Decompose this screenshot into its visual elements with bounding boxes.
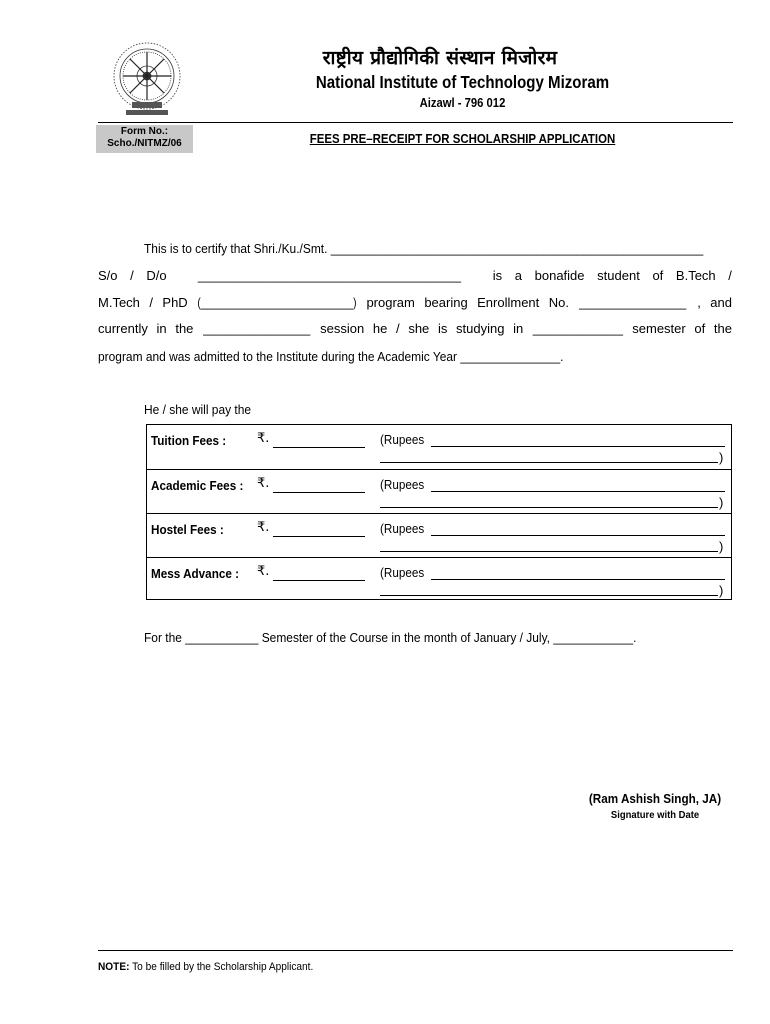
text-fragment: a [514, 268, 523, 283]
text-fragment: D/o [146, 268, 167, 283]
rupees-in-words-label: (Rupees [380, 521, 425, 536]
form-title: FEES PRE–RECEIPT FOR SCHOLARSHIP APPLICATION [309, 131, 616, 146]
text-fragment: of [652, 268, 664, 283]
rupees-in-words-blank-2 [380, 595, 718, 596]
fees-table [146, 424, 732, 600]
text-fragment: B.Tech [675, 268, 716, 283]
fee-label: Hostel Fees : [151, 522, 224, 537]
program-line [98, 295, 732, 310]
institute-hindi-name: राष्ट्रीय प्रौद्योगिकी संस्थान मिजोरम [322, 47, 558, 69]
text-fragment: student [597, 268, 640, 283]
institute-emblem-icon [108, 40, 186, 120]
note-text: To be filled by the Scholarship Applicant. [129, 961, 314, 973]
program-blank: (___________________________) [197, 295, 357, 310]
fee-row-hostel [147, 513, 731, 557]
fee-row-tuition [147, 425, 731, 469]
rupee-symbol: ₹. [257, 431, 270, 446]
text-fragment: is [437, 321, 448, 336]
text-fragment: / [728, 268, 732, 283]
relation-line [98, 268, 732, 283]
text-fragment: S/o [98, 268, 118, 283]
rupees-in-words-label: (Rupees [380, 477, 425, 492]
header-divider [98, 122, 733, 123]
text-fragment: currently [98, 321, 148, 336]
signatory-name: (Ram Ashish Singh, JA) [588, 791, 722, 806]
text-fragment: program [366, 295, 415, 310]
rupee-symbol: ₹. [257, 476, 270, 491]
enrollment-blank: ___________________ [579, 295, 687, 310]
semester-month-line: For the ___________ Semester of the Course in the month of January / July, ____________. [144, 630, 637, 645]
form-number-box [96, 125, 193, 153]
amount-blank [273, 447, 365, 448]
rupees-in-words-blank-2 [380, 507, 718, 508]
close-paren: ) [719, 495, 724, 510]
close-paren: ) [719, 583, 724, 598]
session-line [98, 321, 732, 336]
fee-label: Academic Fees : [151, 478, 244, 493]
guardian-blank: ________________________________________________________ [198, 268, 462, 283]
pay-intro: He / she will pay the [144, 402, 252, 417]
rupees-in-words-blank [431, 535, 725, 536]
signature-caption: Signature with Date [610, 809, 700, 821]
text-fragment: the [175, 321, 194, 336]
session-blank: ___________________ [203, 321, 311, 336]
text-fragment: is [492, 268, 503, 283]
text-fragment: studying [456, 321, 505, 336]
close-paren: ) [719, 539, 724, 554]
certify-line: This is to certify that Shri./Ku./Smt. ________________________________________________________ [144, 241, 704, 256]
rupees-in-words-blank-2 [380, 462, 718, 463]
institute-name: National Institute of Technology Mizoram [315, 72, 610, 92]
text-fragment: / [396, 321, 400, 336]
text-fragment: he [372, 321, 388, 336]
text-fragment: Enrollment [477, 295, 540, 310]
text-fragment: in [156, 321, 167, 336]
text-fragment: M.Tech [98, 295, 140, 310]
text-fragment: session [320, 321, 365, 336]
text-fragment: PhD [162, 295, 188, 310]
footer-divider [98, 950, 733, 951]
rupees-in-words-blank [431, 579, 725, 580]
rupee-symbol: ₹. [257, 520, 270, 535]
amount-blank [273, 492, 365, 493]
rupees-in-words-blank [431, 446, 725, 447]
fee-label: Tuition Fees : [151, 433, 227, 448]
note-label: NOTE: [98, 961, 130, 973]
text-fragment: bonafide [534, 268, 585, 283]
text-fragment: she [408, 321, 430, 336]
rupees-in-words-blank-2 [380, 551, 718, 552]
rupee-symbol: ₹. [257, 564, 270, 579]
text-fragment: / [149, 295, 153, 310]
institute-address: Aizawl - 796 012 [419, 96, 506, 110]
text-fragment: , [697, 295, 701, 310]
fee-row-academic [147, 469, 731, 513]
rupees-in-words-label: (Rupees [380, 432, 425, 447]
text-fragment: semester [632, 321, 686, 336]
fee-row-mess [147, 557, 731, 601]
footer-note [98, 961, 313, 973]
text-fragment: of [694, 321, 706, 336]
academic-year-line: program and was admitted to the Institute during the Academic Year _______________. [98, 349, 564, 364]
text-fragment: in [513, 321, 524, 336]
text-fragment: / [130, 268, 134, 283]
form-number-value: Scho./NITMZ/06 [107, 138, 182, 149]
form-number-label: Form No.: [120, 126, 169, 137]
amount-blank [273, 536, 365, 537]
rupees-in-words-blank [431, 491, 725, 492]
text-fragment: the [713, 321, 732, 336]
text-fragment: bearing [424, 295, 468, 310]
fee-label: Mess Advance : [151, 566, 240, 581]
semester-blank: ________________ [532, 321, 623, 336]
amount-blank [273, 580, 365, 581]
text-fragment: and [710, 295, 732, 310]
close-paren: ) [719, 450, 724, 465]
text-fragment: No. [548, 295, 569, 310]
rupees-in-words-label: (Rupees [380, 565, 425, 580]
